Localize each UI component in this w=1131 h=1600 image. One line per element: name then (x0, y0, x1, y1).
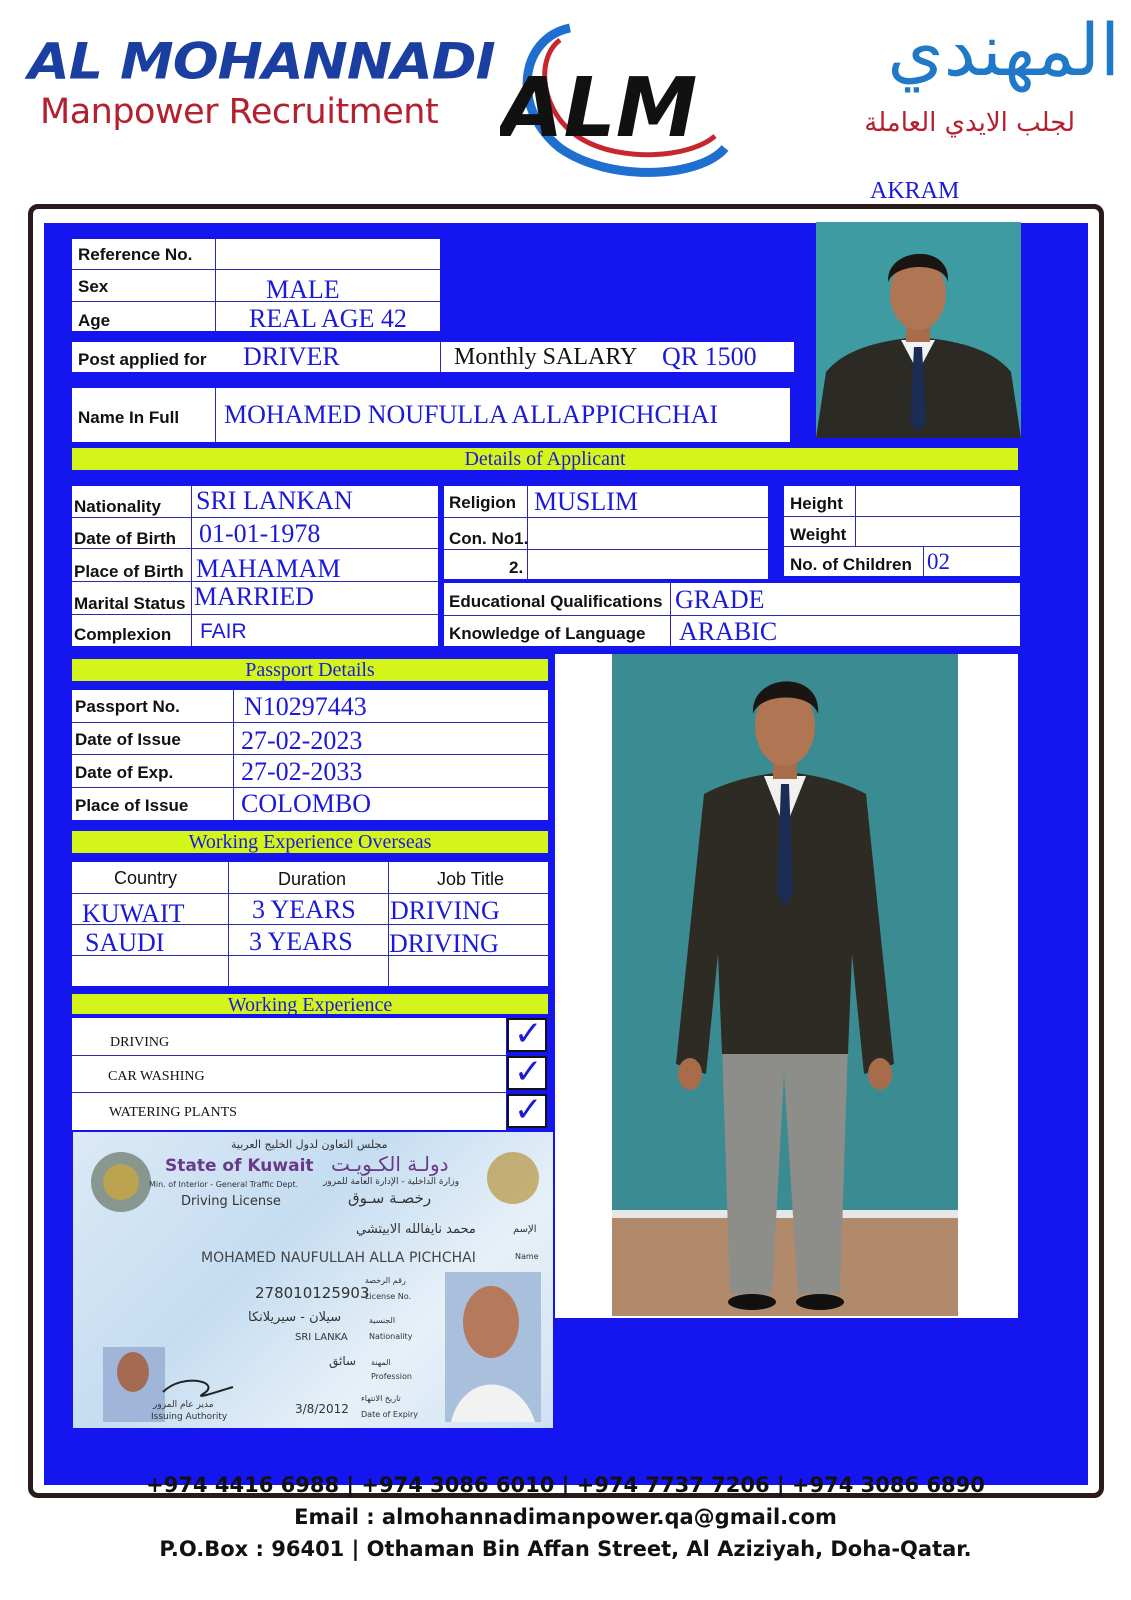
experience-item-driving: DRIVING (110, 1035, 170, 1050)
license-state-en: State of Kuwait (165, 1156, 314, 1176)
name-label: Name In Full (78, 408, 180, 427)
sex-label: Sex (78, 277, 109, 296)
license-profession-ar-label: المهنة (371, 1358, 391, 1367)
agent-name: AKRAM (870, 178, 960, 204)
footer-address: P.O.Box : 96401 | Othaman Bin Affan Street, Al Aziziyah, Doha-Qatar. (159, 1537, 972, 1561)
license-nationality: SRI LANKA (295, 1332, 348, 1343)
license-ministry: Min. of Interior - General Traffic Dept. (149, 1180, 299, 1189)
check-icon: ✓ (514, 1014, 543, 1054)
overseas-row-1-duration: 3 YEARS (252, 895, 356, 924)
portrait-figure-icon (816, 222, 1021, 438)
height-label: Height (790, 494, 843, 513)
pob-label: Place of Birth (74, 562, 184, 581)
license-type-ar: رخصـة سـوق (348, 1189, 432, 1207)
brand-subtitle-arabic: لجلب الايدي العاملة (864, 108, 1075, 138)
applicant-full-body-photo (612, 654, 958, 1316)
license-nationality-ar-label: الجنسية (369, 1316, 396, 1325)
license-name-label: Name (515, 1252, 539, 1261)
marital-value: MARRIED (194, 582, 314, 611)
checkbox-driving (507, 1014, 547, 1054)
reference-label: Reference No. (78, 245, 193, 264)
religion-label: Religion (449, 493, 517, 512)
overseas-row-2-duration: 3 YEARS (249, 927, 353, 956)
overseas-title-bar: Working Experience Overseas (72, 831, 548, 853)
issue-date-label: Date of Issue (75, 730, 181, 749)
language-value: ARABIC (679, 617, 778, 646)
religion-value: MUSLIM (534, 487, 639, 516)
license-state-ar: دولـة الكـويـت (331, 1152, 449, 1176)
language-label: Knowledge of Language (449, 624, 646, 643)
license-number: 278010125903 (255, 1284, 370, 1302)
license-expiry-ar-label: تاريخ الانتهاء (361, 1394, 401, 1403)
license-nationality-label: Nationality (369, 1332, 413, 1341)
full-body-figure-icon (612, 654, 958, 1316)
license-nationality-arabic: سيلان - سيريلانكا (248, 1310, 342, 1325)
education-label: Educational Qualifications (449, 592, 663, 611)
overseas-row-1-job: DRIVING (390, 896, 500, 925)
experience-title-bar: Working Experience (72, 994, 548, 1014)
license-number-label: License No. (365, 1292, 411, 1301)
experience-item-watering-plants: WATERING PLANTS (109, 1105, 237, 1120)
dob-value: 01-01-1978 (199, 519, 321, 548)
driving-license-image (73, 1132, 553, 1428)
post-value: DRIVER (243, 342, 340, 371)
checkbox-car-washing (507, 1052, 547, 1092)
children-label: No. of Children (790, 555, 912, 574)
license-gcc-arabic: مجلس التعاون لدول الخليج العربية (231, 1138, 388, 1151)
license-type-en: Driving License (181, 1194, 281, 1209)
age-label: Age (78, 311, 111, 330)
expiry-date-value: 27-02-2033 (241, 757, 363, 786)
complexion-value: FAIR (200, 620, 247, 643)
license-name-ar-label: الإسم (513, 1224, 537, 1235)
check-icon: ✓ (514, 1052, 543, 1092)
col-duration: Duration (278, 869, 347, 889)
passport-no-value: N10297443 (244, 692, 367, 721)
footer-phones: +974 4416 6988 | +974 3086 6010 | +974 7737 7206 | +974 3086 6890 (146, 1473, 985, 1497)
col-country: Country (114, 868, 178, 888)
license-expiry-label: Date of Expiry (361, 1410, 419, 1419)
complexion-label: Complexion (74, 625, 172, 644)
overseas-row-2-country: SAUDI (85, 928, 165, 957)
place-issue-label: Place of Issue (75, 796, 189, 815)
footer-email: Email : almohannadimanpower.qa@gmail.com (294, 1505, 837, 1529)
alm-logo (500, 18, 735, 188)
salary-value: QR 1500 (662, 342, 757, 371)
details-title-bar: Details of Applicant (72, 448, 1018, 470)
applicant-portrait-photo (816, 222, 1021, 438)
license-ministry-arabic: وزارة الداخلية - الإدارة العامة للمرور (323, 1177, 460, 1187)
pob-value: MAHAMAM (196, 554, 341, 583)
col-job-title: Job Title (437, 869, 505, 889)
nationality-label: Nationality (74, 497, 161, 516)
license-background-icon (73, 1132, 553, 1428)
license-number-ar-label: رقم الرخصة (365, 1276, 406, 1285)
con1-label: Con. No1. (449, 529, 529, 548)
license-authority-arabic: مدير عام المرور (153, 1400, 214, 1410)
check-icon: ✓ (514, 1090, 543, 1130)
experience-item-car-washing: CAR WASHING (108, 1069, 205, 1084)
weight-label: Weight (790, 525, 847, 544)
age-value: REAL AGE 42 (249, 304, 407, 333)
salary-label: Monthly SALARY (454, 344, 638, 370)
brand-subtitle: Manpower Recruitment (40, 92, 439, 132)
sex-value: MALE (266, 275, 340, 304)
logo-text: ALM (500, 61, 698, 156)
con2-label: 2. (509, 558, 524, 577)
children-value: 02 (927, 549, 950, 574)
license-profession-arabic: سائق (329, 1354, 357, 1368)
passport-no-label: Passport No. (75, 697, 180, 716)
nationality-value: SRI LANKAN (196, 486, 353, 515)
name-value: MOHAMED NOUFULLA ALLAPPICHCHAI (224, 400, 719, 429)
license-name-arabic: محمد نايفالله الابيتشي (356, 1222, 476, 1237)
license-profession-label: Profession (371, 1372, 412, 1381)
license-issuing-authority: Issuing Authority (151, 1412, 228, 1422)
place-issue-value: COLOMBO (241, 789, 372, 818)
overseas-row-2-job: DRIVING (389, 929, 499, 958)
dob-label: Date of Birth (74, 529, 176, 548)
expiry-date-label: Date of Exp. (75, 763, 174, 782)
overseas-row-1-country: KUWAIT (82, 899, 185, 928)
education-value: GRADE (675, 585, 765, 614)
checkbox-watering-plants (507, 1090, 547, 1130)
license-holder-name: MOHAMED NAUFULLAH ALLA PICHCHAI (201, 1250, 476, 1266)
post-label: Post applied for (78, 350, 207, 369)
brand-name-arabic: المهندي (887, 8, 1120, 92)
marital-label: Marital Status (74, 594, 186, 613)
issue-date-value: 27-02-2023 (241, 726, 363, 755)
alm-logo-swoosh-icon (500, 18, 735, 188)
license-expiry-date: 3/8/2012 (295, 1402, 349, 1416)
passport-title-bar: Passport Details (72, 659, 548, 681)
brand-name: AL MOHANNADI (28, 32, 495, 91)
